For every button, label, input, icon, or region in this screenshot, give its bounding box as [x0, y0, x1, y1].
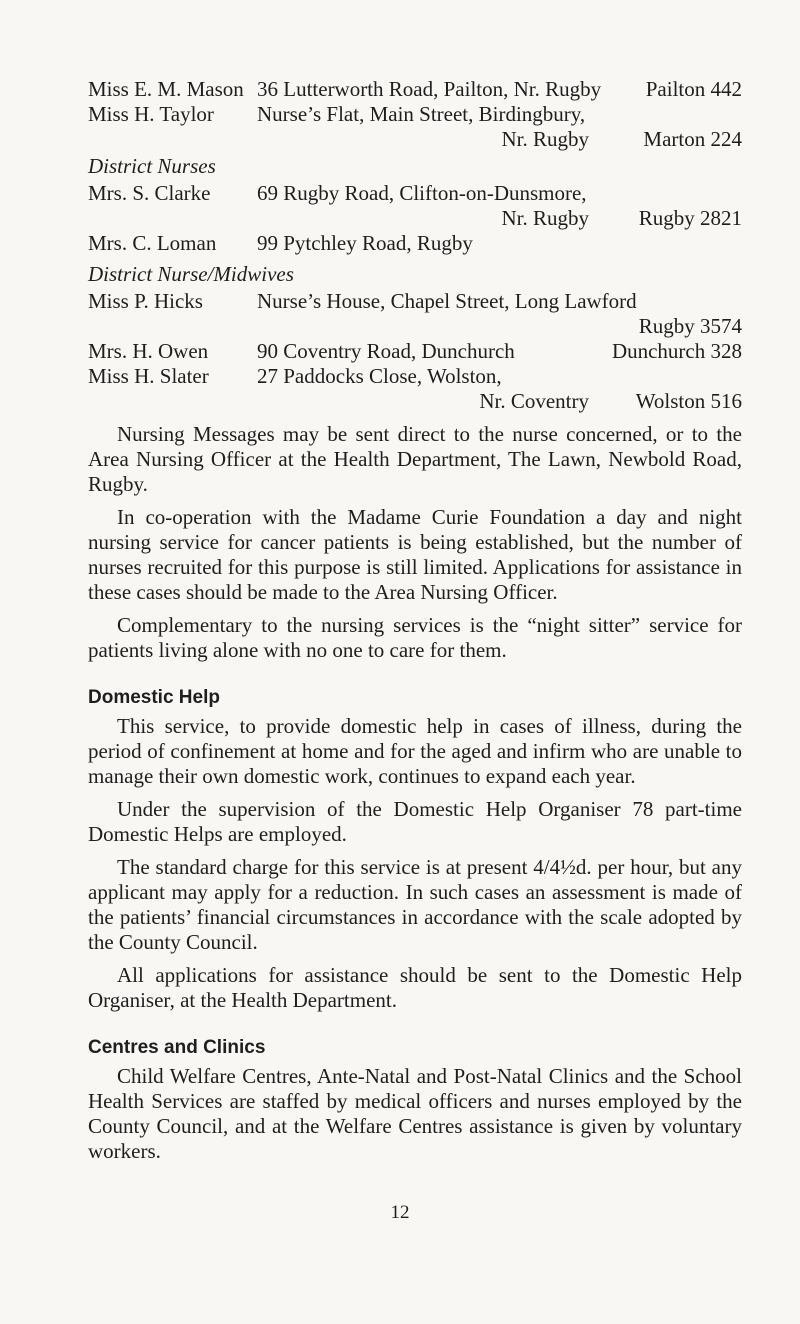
- nurse-address: Nr. Rugby: [501, 127, 589, 151]
- midwife-address: 27 Paddocks Close, Wolston,: [257, 364, 502, 388]
- domestic-help-paragraph: Under the supervision of the Domestic Help Organiser 78 part-time Domestic Helps are employed.: [88, 797, 742, 846]
- midwife-row: [88, 364, 742, 389]
- midwife-address-line2: Nr. Coventry: [479, 389, 589, 413]
- nurse-address: Nurse’s Flat, Main Street, Birdingbury,: [257, 102, 586, 126]
- midwife-phone: Dunchurch 328: [611, 339, 742, 363]
- midwife-row: [88, 289, 742, 314]
- nursing-messages-paragraph: Nursing Messages may be sent direct to the nurse concerned, or to the Area Nursing Officer at the Health Department, The Lawn, Newbold Road, Rugby.: [88, 422, 742, 496]
- night-sitter-paragraph: Complementary to the nursing services is the “night sitter” service for patients living alone with no one to care for them.: [88, 613, 742, 662]
- midwife-phone: Rugby 3574: [638, 314, 742, 338]
- midwife-name: Miss H. Slater: [88, 364, 209, 388]
- midwife-address: Nurse’s House, Chapel Street, Long Lawford: [257, 289, 637, 313]
- district-nurses-heading: District Nurses: [88, 154, 216, 178]
- nurse-name: Mrs. S. Clarke: [88, 181, 211, 205]
- district-midwives-heading: District Nurse/Midwives: [88, 262, 294, 286]
- nurse-phone: [611, 231, 742, 256]
- nurse-address: 36 Lutterworth Road, Pailton, Nr. Rugby: [257, 77, 602, 101]
- nurse-row: [88, 181, 742, 206]
- nurse-name: Miss H. Taylor: [88, 102, 214, 126]
- domestic-help-paragraph: This service, to provide domestic help in cases of illness, during the period of confinement at home and for the aged and infirm who are unable to manage their own domestic work, continues to expand each year.: [88, 714, 742, 788]
- curie-paragraph: In co-operation with the Madame Curie Foundation a day and night nursing service for cancer patients is being established, but the number of nurses recruited for this purpose is still limited. Applications for assistance in these cases should be made to the Area Nursing Officer.: [88, 505, 742, 604]
- centres-heading: Centres and Clinics: [88, 1037, 266, 1058]
- nurse-phone: Rugby 2821: [638, 206, 742, 230]
- nurse-row-continued: [88, 127, 742, 152]
- midwife-row-continued: [88, 314, 742, 339]
- midwife-name: Mrs. H. Owen: [88, 339, 209, 363]
- nurse-phone: Pailton 442: [645, 77, 742, 101]
- nurse-phone: [611, 181, 742, 206]
- nurse-row-continued: [88, 206, 742, 231]
- nurse-address: 69 Rugby Road, Clifton-on-Dunsmore,: [257, 181, 587, 205]
- nurse-phone: Marton 224: [643, 127, 742, 151]
- midwife-address: 90 Coventry Road, Dunchurch: [257, 339, 515, 363]
- nurse-name: Mrs. C. Loman: [88, 231, 217, 255]
- nurse-name: Miss E. M. Mason: [88, 77, 244, 101]
- nurse-row: [88, 231, 742, 256]
- nurse-row: [88, 102, 742, 127]
- page-number: 12: [390, 1202, 410, 1223]
- nurse-phone: [611, 102, 742, 127]
- domestic-help-heading: Domestic Help: [88, 687, 220, 708]
- document-page: [88, 77, 742, 1164]
- nurse-address: 99 Pytchley Road, Rugby: [257, 231, 473, 255]
- domestic-help-paragraph: All applications for assistance should be sent to the Domestic Help Organiser, at the Health Department.: [88, 963, 742, 1012]
- centres-paragraph: Child Welfare Centres, Ante-Natal and Post-Natal Clinics and the School Health Services are staffed by medical officers and nurses employed by the County Council, and at the Welfare Centres assistance is given by voluntary workers.: [88, 1064, 742, 1163]
- midwife-row: [88, 339, 742, 364]
- nurse-row: [88, 77, 742, 102]
- domestic-help-paragraph: The standard charge for this service is at present 4/4½d. per hour, but any applicant may apply for a reduction. In such cases an assessment is made of the patients’ financial circumstances in accordance with the scale adopted by the County Council.: [88, 855, 742, 954]
- midwife-name: Miss P. Hicks: [88, 289, 203, 313]
- midwife-phone: Wolston 516: [635, 389, 742, 413]
- nurse-address: Nr. Rugby: [501, 206, 589, 230]
- midwife-row-continued: [88, 389, 742, 414]
